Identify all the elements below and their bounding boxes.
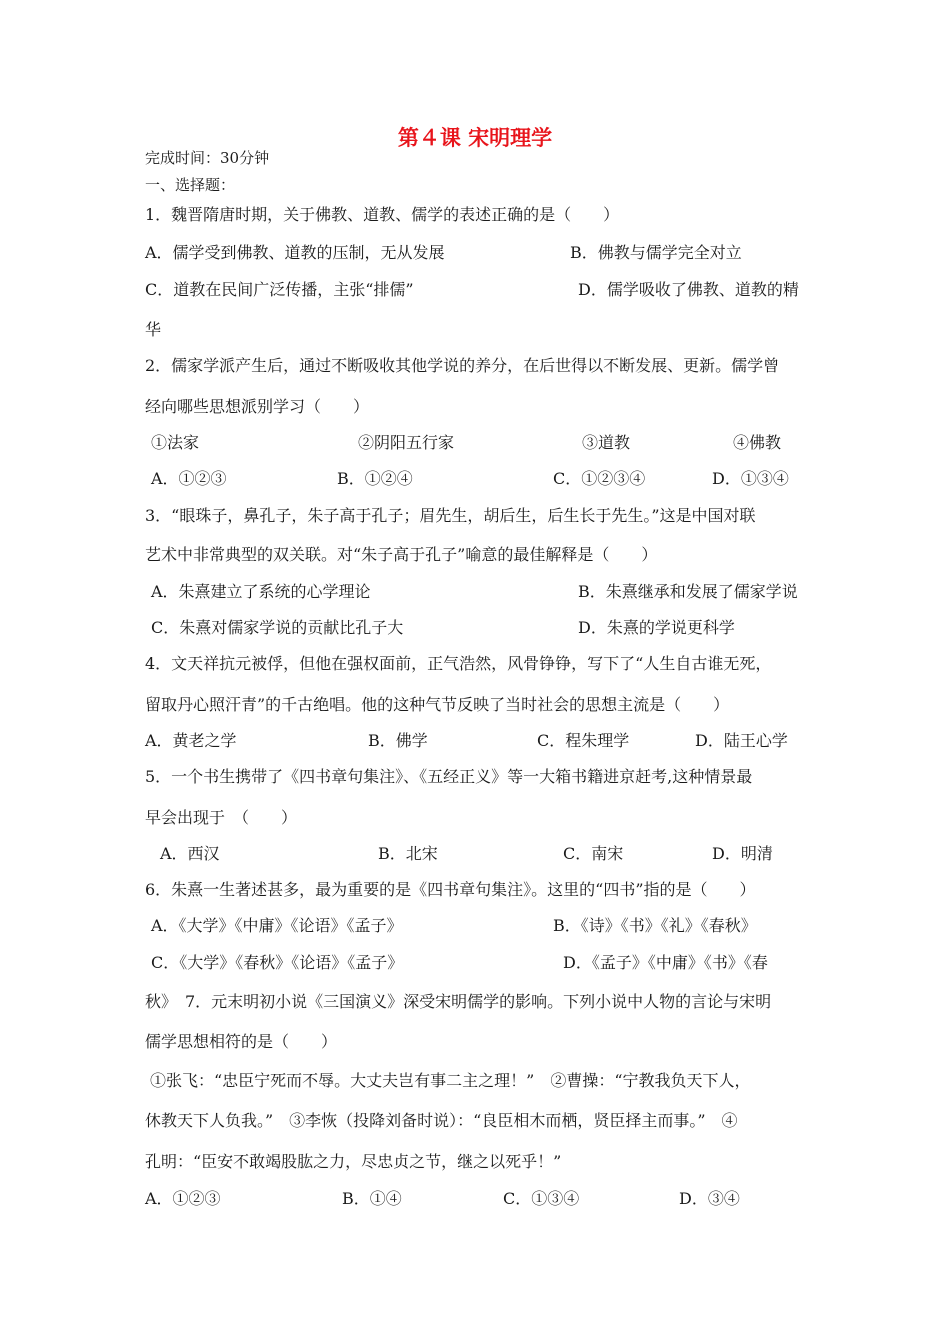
question-2-stem-line-1: 2．儒家学派产生后，通过不断吸收其他学说的养分，在后世得以不断发展、更新。儒学曾 bbox=[145, 356, 780, 375]
question-3-option-c: C．朱熹对儒家学说的贡献比孔子大 bbox=[151, 618, 404, 637]
question-5-option-c: C．南宋 bbox=[563, 844, 624, 863]
question-4-option-d: D．陆王心学 bbox=[695, 731, 788, 750]
question-1-option-d-cont: 华 bbox=[145, 320, 162, 339]
question-1-option-d: D．儒学吸收了佛教、道教的精 bbox=[578, 280, 799, 299]
question-6-option-a: A．《大学》《中庸》《论语》《孟子》 bbox=[151, 916, 403, 935]
question-7-option-d: D．③④ bbox=[679, 1189, 740, 1208]
question-6-option-d: D．《孟子》《中庸》《书》《春 bbox=[563, 953, 768, 972]
question-7-option-c: C．①③④ bbox=[503, 1189, 580, 1208]
section-heading: 一、选择题： bbox=[145, 176, 236, 194]
question-1-option-a: A．儒学受到佛教、道教的压制，无从发展 bbox=[145, 243, 445, 262]
question-7-line-5: 孔明：“臣安不敢竭股肱之力，尽忠贞之节，继之以死乎！” bbox=[145, 1152, 562, 1171]
question-7-option-b: B．①④ bbox=[342, 1189, 402, 1208]
page-title: 第４课 宋明理学 bbox=[397, 125, 553, 150]
question-2-option-d: D．①③④ bbox=[712, 469, 789, 488]
question-6-stem: 6．朱熹一生著述甚多，最为重要的是《四书章句集注》。这里的“四书”指的是（ ） bbox=[145, 880, 756, 899]
completion-time: 完成时间：30分钟 bbox=[145, 149, 270, 167]
question-7-line-4: 休教天下人负我。” ③李恢（投降刘备时说）：“良臣相木而栖，贤臣择主而事。” ④ bbox=[145, 1111, 738, 1130]
question-4-option-c: C．程朱理学 bbox=[537, 731, 630, 750]
question-4-option-a: A．黄老之学 bbox=[145, 731, 237, 750]
question-3-stem-line-2: 艺术中非常典型的双关联。对“朱子高于孔子”喻意的最佳解释是（ ） bbox=[145, 545, 658, 564]
question-3-stem-line-1: 3．“眼珠子，鼻孔子，朱子高于孔子；眉先生，胡后生，后生长于先生。”这是中国对联 bbox=[145, 506, 756, 525]
question-2-option-a: A．①②③ bbox=[151, 469, 227, 488]
question-6-option-b: B．《诗》《书》《礼》《春秋》 bbox=[553, 916, 757, 935]
question-7-line-2: 儒学思想相符的是（ ） bbox=[145, 1032, 338, 1051]
question-5-option-b: B．北宋 bbox=[378, 844, 438, 863]
question-2-item-2: ②阴阳五行家 bbox=[358, 433, 455, 452]
question-7-line-3: ①张飞：“忠臣宁死而不辱。大丈夫岂有事二主之理！” ②曹操：“宁教我负天下人， bbox=[150, 1071, 751, 1090]
question-5-stem-line-1: 5．一个书生携带了《四书章句集注》、《五经正义》等一大箱书籍进京赶考,这种情景最 bbox=[145, 767, 753, 786]
question-3-option-d: D．朱熹的学说更科学 bbox=[578, 618, 735, 637]
question-1-stem: 1．魏晋隋唐时期，关于佛教、道教、儒学的表述正确的是（ ） bbox=[145, 205, 620, 224]
question-2-item-4: ④佛教 bbox=[733, 433, 782, 452]
question-4-stem-line-2: 留取丹心照汗青”的千古绝唱。他的这种气节反映了当时社会的思想主流是（ ） bbox=[145, 695, 730, 714]
question-2-item-3: ③道教 bbox=[582, 433, 631, 452]
question-4-option-b: B．佛学 bbox=[368, 731, 428, 750]
question-5-option-a: A．西汉 bbox=[160, 844, 220, 863]
question-4-stem-line-1: 4．文天祥抗元被俘，但他在强权面前，正气浩然，风骨铮铮，写下了“人生自古谁无死， bbox=[145, 654, 772, 673]
question-2-option-c: C．①②③④ bbox=[553, 469, 646, 488]
question-1-option-c: C．道教在民间广泛传播，主张“排儒” bbox=[145, 280, 414, 299]
question-6-option-c: C．《大学》《春秋》《论语》《孟子》 bbox=[151, 953, 404, 972]
question-2-option-b: B．①②④ bbox=[337, 469, 413, 488]
question-3-option-b: B．朱熹继承和发展了儒家学说 bbox=[578, 582, 798, 601]
question-5-option-d: D．明清 bbox=[712, 844, 773, 863]
question-7-line-1: 秋》 7．元末明初小说《三国演义》深受宋明儒学的影响。下列小说中人物的言论与宋明 bbox=[145, 992, 772, 1011]
question-5-stem-line-2: 早会出现于 （ ） bbox=[145, 808, 298, 827]
question-3-option-a: A．朱熹建立了系统的心学理论 bbox=[151, 582, 371, 601]
question-2-stem-line-2: 经向哪些思想派别学习（ ） bbox=[145, 397, 370, 416]
question-1-option-b: B．佛教与儒学完全对立 bbox=[570, 243, 742, 262]
question-2-item-1: ①法家 bbox=[151, 433, 200, 452]
question-7-option-a: A．①②③ bbox=[145, 1189, 221, 1208]
